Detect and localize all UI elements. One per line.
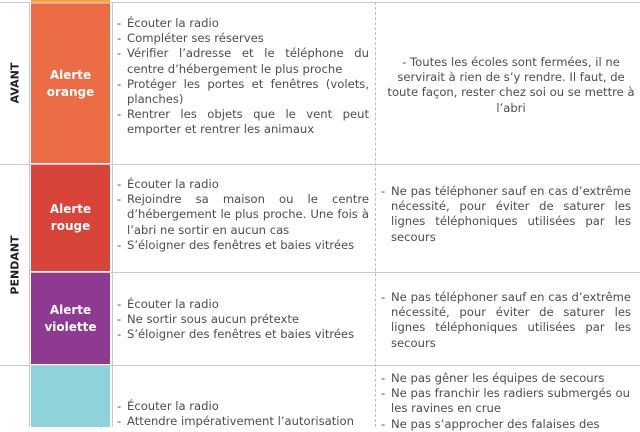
actions-violette (117, 297, 369, 343)
list-item: - Écouter la radio (117, 297, 369, 312)
actions-rouge (117, 177, 369, 253)
alert-violette-level: violette (44, 319, 97, 334)
phase-pendant-label: PENDANT (8, 235, 22, 295)
column-divider-dashed (375, 2, 376, 427)
notes-violette (381, 290, 631, 351)
list-item: - Attendre impérativement l’autorisation (117, 414, 369, 429)
list-item: - Ne pas franchir les radiers submergés ou les ravines en crue (381, 386, 631, 416)
notes-orange-text: - Toutes les écoles sont fermées, il ne servirait à rien de s’y rendre. Il faut, de toute façon, rester chez soi ou se mettre à l’abri (387, 55, 635, 115)
alert-orange-word: Alerte (49, 67, 92, 82)
notes-cyan (381, 371, 631, 432)
actions-orange (117, 16, 369, 138)
actions-cyan (117, 399, 369, 429)
list-item: - Protéger les portes et fenêtres (volets, planches) (117, 77, 369, 107)
phase-avant (0, 0, 28, 165)
notes-rouge (381, 184, 631, 245)
row-divider (0, 2, 640, 3)
list-item: - Écouter la radio (117, 177, 369, 192)
list-item: - Écouter la radio (117, 16, 369, 31)
column-divider (112, 2, 113, 427)
list-item: - Ne pas téléphoner sauf en cas d’extrême nécessité, pour éviter de saturer les lignes téléphoniques utilisées par les secours (381, 290, 631, 351)
notes-orange (385, 55, 637, 116)
list-item: - Ne pas s’approcher des falaises des (381, 417, 631, 432)
list-item: - Écouter la radio (117, 399, 369, 414)
phase-avant-label: AVANT (8, 62, 22, 103)
alert-rouge-level: rouge (50, 219, 91, 233)
list-item: - Compléter ses réserves (117, 31, 369, 46)
list-item: - Ne pas gêner les équipes de secours (381, 371, 631, 386)
alert-rouge-word: Alerte (49, 202, 92, 216)
alert-orange-cell (31, 4, 110, 163)
alert-cyan-cell (31, 366, 110, 427)
list-item: - S’éloigner des fenêtres et baies vitrées (117, 327, 369, 342)
row-divider (31, 272, 640, 273)
column-divider (29, 2, 30, 427)
list-item: - Ne sortir sous aucun prétexte (117, 312, 369, 327)
list-item: - Rentrer les objets que le vent peut emporter et rentrer les animaux (117, 107, 369, 137)
list-item: - Ne pas téléphoner sauf en cas d’extrême nécessité, pour éviter de saturer les lignes téléphoniques utilisées par les secours (381, 184, 631, 245)
list-item: - S’éloigner des fenêtres et baies vitrées (117, 238, 369, 253)
alert-rouge-cell (31, 165, 110, 271)
list-item: - Rejoindre sa maison ou le centre d’hébergement le plus proche. Une fois à l’abri ne sortir en aucun cas (117, 192, 369, 238)
alert-orange-level: orange (46, 84, 95, 99)
phase-pendant (0, 165, 28, 365)
list-item: - Vérifier l’adresse et le téléphone du centre d’hébergement le plus proche (117, 46, 369, 76)
alert-violette-word: Alerte (49, 302, 92, 317)
alert-violette-cell (31, 273, 110, 364)
